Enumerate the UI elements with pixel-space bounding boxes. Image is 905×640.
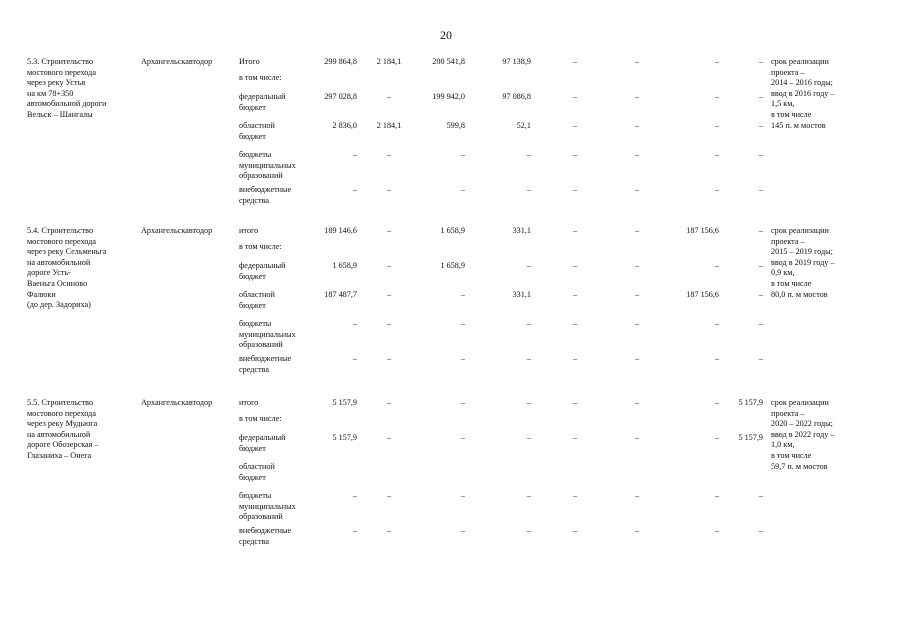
table-cell: 1 658,9 — [440, 261, 465, 270]
row-label: областной бюджет — [239, 121, 275, 141]
table-cell: – — [386, 526, 392, 535]
section-title: 5.3. Строительство мостового перехода через реку Устья на км 78+350 автомобильной дороги Вельск – Шангалы — [27, 57, 107, 119]
table-cell: – — [572, 226, 578, 235]
table-cell: – — [714, 261, 719, 270]
table-cell: – — [572, 290, 578, 299]
table-cell: 52,1 — [516, 121, 531, 130]
table-cell: 5 157,9 — [332, 433, 357, 442]
table-cell: 5 157,9 — [738, 398, 763, 407]
table-cell: – — [714, 398, 719, 407]
table-cell: 189 146,6 — [324, 226, 357, 235]
table-cell: – — [352, 319, 357, 328]
table-cell: 1 658,9 — [440, 226, 465, 235]
table-cell: – — [526, 433, 531, 442]
row-label: федеральный бюджет — [239, 433, 286, 453]
row-label: Итого — [239, 57, 260, 66]
table-cell: – — [386, 150, 392, 159]
table-cell: 187 156,6 — [686, 226, 719, 235]
table-cell: – — [634, 526, 640, 535]
table-cell: – — [634, 150, 640, 159]
table-cell: – — [460, 150, 465, 159]
table-cell: – — [526, 319, 531, 328]
table-cell: 199 942,0 — [432, 92, 465, 101]
table-cell: – — [352, 526, 357, 535]
table-cell: – — [758, 491, 763, 500]
table-cell: 2 836,0 — [332, 121, 357, 130]
table-cell: – — [634, 319, 640, 328]
table-cell: – — [714, 526, 719, 535]
table-cell: – — [572, 354, 578, 363]
table-cell: – — [634, 491, 640, 500]
table-cell: 187 487,7 — [324, 290, 357, 299]
table-cell: – — [714, 491, 719, 500]
table-cell: – — [352, 354, 357, 363]
table-cell: – — [386, 354, 392, 363]
table-cell: – — [460, 398, 465, 407]
table-cell: – — [460, 290, 465, 299]
row-label: итого — [239, 226, 259, 235]
table-cell: 599,8 — [446, 121, 465, 130]
table-cell: – — [526, 491, 531, 500]
table-cell: – — [386, 319, 392, 328]
table-cell: – — [758, 261, 763, 270]
table-cell: – — [634, 354, 640, 363]
table-cell: – — [352, 150, 357, 159]
section-executor: Архангельскавтодор — [141, 398, 213, 407]
table-cell: – — [758, 185, 763, 194]
table-cell: – — [572, 185, 578, 194]
table-cell: – — [572, 121, 578, 130]
table-cell: – — [352, 185, 357, 194]
table-cell: – — [386, 261, 392, 270]
table-cell: – — [526, 150, 531, 159]
table-cell: – — [386, 433, 392, 442]
table-cell: 299 864,8 — [324, 57, 357, 66]
table-cell: 2 184,1 — [376, 121, 402, 130]
table-cell: – — [634, 57, 640, 66]
table-cell: – — [634, 261, 640, 270]
table-cell: – — [460, 354, 465, 363]
row-label: в том числе: — [239, 414, 282, 423]
table-cell: – — [714, 433, 719, 442]
table-cell: – — [526, 526, 531, 535]
table-cell: – — [634, 433, 640, 442]
table-cell: 1 658,9 — [332, 261, 357, 270]
section-executor: Архангельскавтодор — [141, 57, 213, 66]
table-cell: – — [526, 398, 531, 407]
table-cell: – — [572, 491, 578, 500]
row-label: областной бюджет — [239, 462, 275, 482]
table-cell: – — [386, 226, 392, 235]
page-number: 20 — [440, 28, 452, 42]
table-cell: – — [526, 185, 531, 194]
table-cell: – — [460, 185, 465, 194]
table-cell: 200 541,8 — [432, 57, 465, 66]
section-note: срок реализации проекта – 2015 – 2019 годы; ввод в 2019 году – 0,9 км, в том числе 80,0 п. м мостов — [771, 226, 835, 299]
table-cell: – — [714, 150, 719, 159]
section-title: 5.5. Строительство мостового перехода через реку Мудьюга на автомобильной дороге Обозерская – Глазаниха – Онега — [27, 398, 99, 460]
table-cell: – — [352, 491, 357, 500]
table-cell: – — [758, 57, 763, 66]
row-label: в том числе: — [239, 242, 282, 251]
table-cell: – — [758, 319, 763, 328]
table-cell: – — [758, 121, 763, 130]
row-label: в том числе: — [239, 73, 282, 82]
table-cell: 331,1 — [512, 226, 531, 235]
table-cell: – — [714, 319, 719, 328]
table-cell: – — [572, 526, 578, 535]
table-cell: – — [386, 398, 392, 407]
table-cell: – — [572, 261, 578, 270]
row-label: федеральный бюджет — [239, 92, 286, 112]
table-cell: 331,1 — [512, 290, 531, 299]
table-cell: – — [386, 92, 392, 101]
table-cell: 187 156,6 — [686, 290, 719, 299]
table-cell: 2 184,1 — [376, 57, 402, 66]
section-executor: Архангельскавтодор — [141, 226, 213, 235]
table-cell: – — [634, 290, 640, 299]
table-cell: – — [758, 526, 763, 535]
table-cell: – — [572, 319, 578, 328]
table-cell: – — [714, 57, 719, 66]
table-cell: – — [714, 121, 719, 130]
table-cell: – — [386, 491, 392, 500]
table-cell: 297 028,8 — [324, 92, 357, 101]
table-cell: – — [460, 491, 465, 500]
row-label: бюджеты муниципальных образований — [239, 319, 296, 350]
table-cell: – — [460, 433, 465, 442]
table-cell: – — [758, 92, 763, 101]
row-label: бюджеты муниципальных образований — [239, 491, 296, 522]
table-cell: – — [758, 290, 763, 299]
table-cell: – — [572, 398, 578, 407]
table-cell: – — [634, 398, 640, 407]
table-cell: – — [386, 185, 392, 194]
table-cell: – — [572, 433, 578, 442]
table-cell: – — [714, 185, 719, 194]
row-label: внебюджетные средства — [239, 526, 292, 546]
table-cell: – — [714, 354, 719, 363]
row-label: внебюджетные средства — [239, 185, 292, 205]
table-cell: – — [634, 185, 640, 194]
table-cell: – — [634, 226, 640, 235]
table-cell: – — [758, 354, 763, 363]
table-cell: – — [634, 92, 640, 101]
row-label: итого — [239, 398, 259, 407]
table-cell: – — [572, 92, 578, 101]
table-cell: – — [572, 150, 578, 159]
table-cell: – — [526, 261, 531, 270]
table-cell: – — [714, 92, 719, 101]
table-cell: – — [634, 121, 640, 130]
table-cell: – — [758, 150, 763, 159]
table-cell: – — [460, 526, 465, 535]
table-cell: – — [526, 354, 531, 363]
row-label: областной бюджет — [239, 290, 275, 310]
row-label: бюджеты муниципальных образований — [239, 150, 296, 181]
table-cell: 97 138,9 — [502, 57, 531, 66]
table-cell: 97 086,8 — [502, 92, 531, 101]
row-label: внебюджетные средства — [239, 354, 292, 374]
table-cell: – — [758, 226, 763, 235]
table-cell: 5 157,9 — [332, 398, 357, 407]
table-cell: – — [572, 57, 578, 66]
table-cell: 5 157,9 — [738, 433, 763, 442]
table-cell: – — [386, 290, 392, 299]
section-title: 5.4. Строительство мостового перехода через реку Сельменьга на автомобильной дороге Усть- Ваеньга Осиново Фалюки (до дер. Задориха) — [27, 226, 107, 310]
section-note: срок реализации проекта – 2014 – 2016 годы; ввод в 2016 году – 1,5 км, в том числе 145 п. м мостов — [771, 57, 835, 130]
row-label: федеральный бюджет — [239, 261, 286, 281]
table-cell: – — [460, 319, 465, 328]
section-note: срок реализации проекта – 2020 – 2022 годы; ввод в 2022 году – 1,0 км, в том числе 59,7 п. м мостов — [771, 398, 835, 471]
